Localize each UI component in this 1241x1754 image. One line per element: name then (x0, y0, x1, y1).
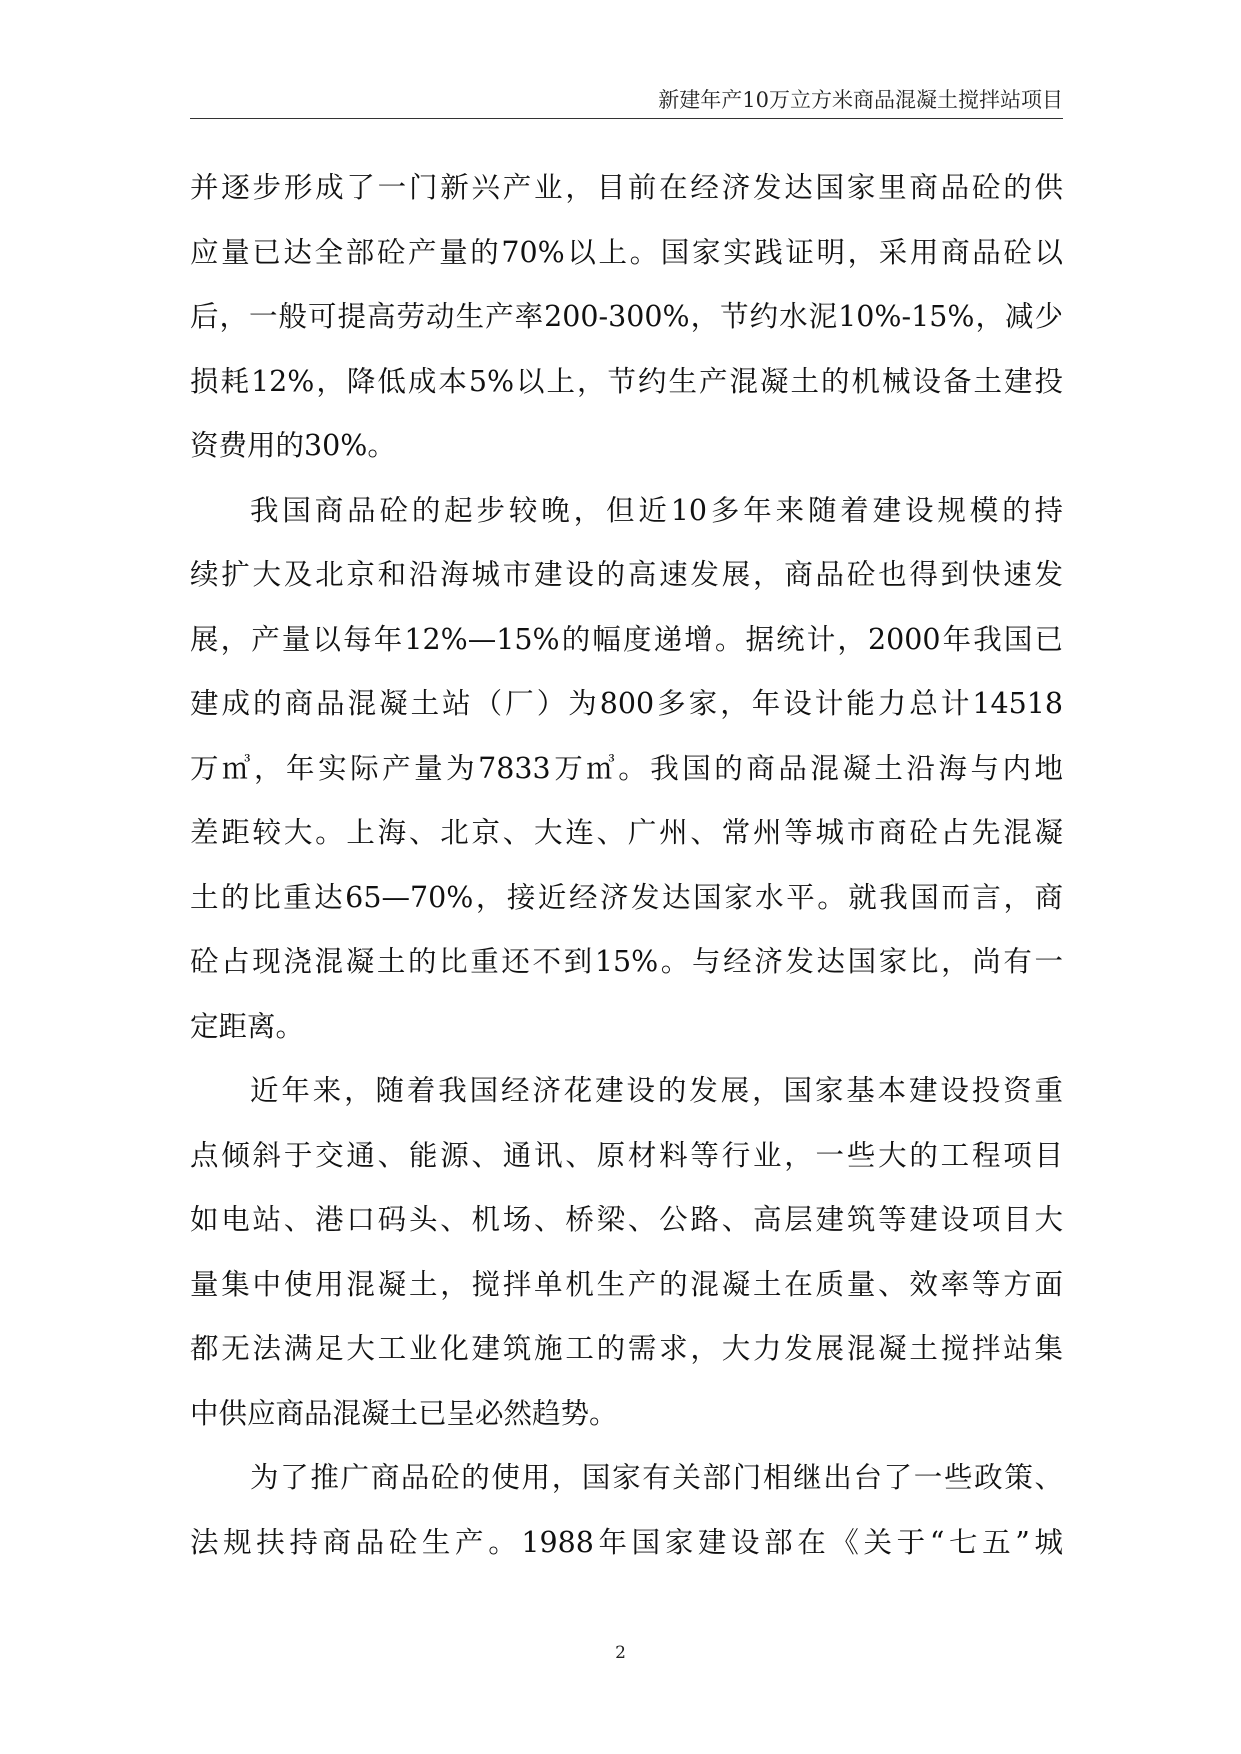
text-line: 法规扶持商品砼生产。1988年国家建设部在《关于“七五”城 (190, 1525, 1063, 1559)
header-rule (190, 118, 1063, 119)
body-text (190, 156, 1063, 1575)
text-line: 后，一般可提高劳动生产率200-300%，节约水泥10%-15%，减少 (190, 300, 1063, 333)
paragraph (190, 156, 1063, 479)
paragraph (190, 1446, 1063, 1575)
paragraph (190, 1059, 1063, 1446)
page-number: 2 (615, 1643, 626, 1663)
text-line: 应量已达全部砼产量的70%以上。国家实践证明，采用商品砼以 (190, 235, 1063, 269)
text-line: 中供应商品混凝土已呈必然趋势。 (190, 1396, 618, 1430)
text-line: 如电站、港口码头、机场、桥梁、公路、高层建筑等建设项目大 (190, 1203, 1063, 1236)
paragraph (190, 479, 1063, 1060)
text-line: 量集中使用混凝土，搅拌单机生产的混凝土在质量、效率等方面 (190, 1267, 1063, 1301)
text-line: 展，产量以每年12%—15%的幅度递增。据统计，2000年我国已 (190, 622, 1063, 656)
text-line: 损耗12%，降低成本5%以上，节约生产混凝土的机械设备土建投 (190, 364, 1063, 398)
text-line: 砼占现浇混凝土的比重还不到15%。与经济发达国家比，尚有一 (190, 945, 1063, 978)
text-line: 资费用的30%。 (190, 429, 396, 462)
text-line: 差距较大。上海、北京、大连、广州、常州等城市商砼占先混凝 (190, 816, 1063, 849)
text-line: 定距离。 (190, 1009, 305, 1043)
text-line: 并逐步形成了一门新兴产业，目前在经济发达国家里商品砼的供 (190, 171, 1063, 204)
text-line: 我国商品砼的起步较晚，但近10多年来随着建设规模的持 (250, 493, 1063, 527)
text-line: 都无法满足大工业化建筑施工的需求，大力发展混凝土搅拌站集 (190, 1332, 1063, 1365)
text-line: 万㎥，年实际产量为7833万㎥。我国的商品混凝土沿海与内地 (190, 751, 1063, 785)
text-line: 续扩大及北京和沿海城市建设的高速发展，商品砼也得到快速发 (190, 558, 1063, 591)
text-line: 为了推广商品砼的使用，国家有关部门相继出台了一些政策、 (250, 1461, 1063, 1494)
text-line: 点倾斜于交通、能源、通讯、原材料等行业，一些大的工程项目 (190, 1138, 1063, 1172)
text-line: 建成的商品混凝土站（厂）为800多家，年设计能力总计14518 (190, 687, 1063, 720)
text-line: 近年来，随着我国经济花建设的发展，国家基本建设投资重 (250, 1074, 1063, 1107)
running-header: 新建年产10万立方米商品混凝土搅拌站项目 (658, 88, 1063, 112)
text-line: 土的比重达65—70%，接近经济发达国家水平。就我国而言，商 (190, 880, 1063, 914)
